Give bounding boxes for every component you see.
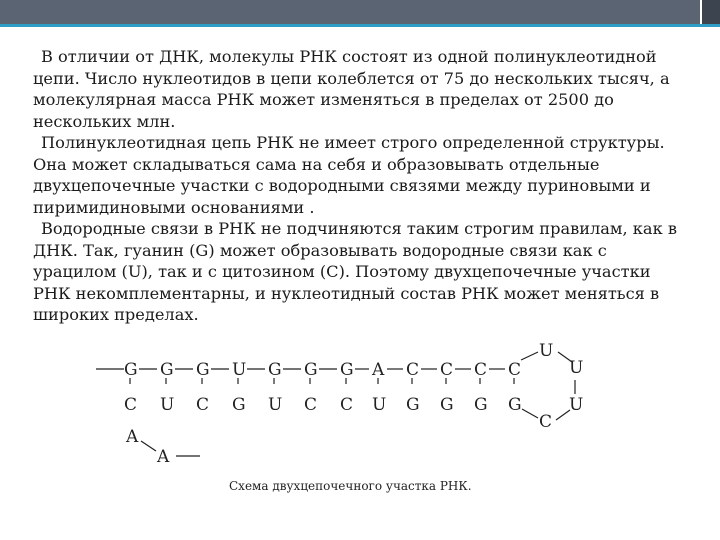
- bottom-strand-base: G: [440, 395, 454, 415]
- tail-base: A: [157, 447, 170, 467]
- top-strand-base: C: [440, 360, 454, 380]
- bottom-strand-base: C: [124, 395, 138, 415]
- bottom-strand-base: C: [196, 395, 210, 415]
- bottom-strand: [124, 395, 522, 415]
- top-strand-base: C: [474, 360, 488, 380]
- paragraph-2: Полинуклеотидная цепь РНК не имеет строго определенной структуры. Она может складываться сама на себя и образовывать отдельные двухцепочечные участки с водородными связями между пуриновыми и пиримидиновыми основаниями .: [33, 133, 665, 217]
- top-strand-base: C: [508, 360, 522, 380]
- top-strand-base: G: [340, 360, 354, 380]
- top-strand-base: G: [304, 360, 318, 380]
- bottom-strand-base: G: [406, 395, 420, 415]
- paragraph-3: Водородные связи в РНК не подчиняются таким строгим правилам, как в ДНК. Так, гуанин (G) может образовывать водородные связи как с урацилом (U), так и с цитозином (C). Поэтому двухцепочечные участки РНК некомплементарны, и нуклеотидный состав РНК может меняться в широких пределах.: [33, 219, 677, 324]
- bottom-strand-base: U: [160, 395, 175, 415]
- top-strand-base: G: [196, 360, 210, 380]
- top-strand-base: G: [160, 360, 174, 380]
- top-strand-base: G: [268, 360, 282, 380]
- bottom-strand-base: G: [508, 395, 522, 415]
- loop-bond-5: [522, 409, 538, 418]
- scheme-caption: Схема двухцепочечного участка РНК.: [229, 479, 472, 493]
- loop-base: U: [539, 341, 554, 361]
- top-strand: [124, 360, 521, 380]
- bottom-strand-base: C: [304, 395, 318, 415]
- bottom-strand-base: G: [232, 395, 246, 415]
- bottom-strand-base: C: [340, 395, 354, 415]
- top-strand-base: C: [406, 360, 420, 380]
- tail-base: A: [126, 427, 139, 447]
- top-strand-base: A: [372, 360, 385, 380]
- paragraph-1: В отличии от ДНК, молекулы РНК состоят из одной полинуклеотидной цепи. Число нуклеотидов в цепи колеблется от 75 до нескольких тысяч, а молекулярная масса РНК может изменяться в пределах от 2500 до нескольких млн.: [33, 47, 670, 131]
- loop-bond-1: [521, 352, 538, 360]
- top-strand-base: U: [232, 360, 247, 380]
- loop-base: C: [539, 412, 553, 432]
- top-strand-base: G: [124, 360, 138, 380]
- bottom-strand-base: U: [372, 395, 387, 415]
- bottom-strand-base: U: [268, 395, 283, 415]
- bottom-strand-base: G: [474, 395, 488, 415]
- loop-base: U: [569, 395, 584, 415]
- loop-base: U: [569, 358, 584, 378]
- tail-bond-1: [141, 441, 156, 451]
- loop-bond-4: [556, 410, 570, 420]
